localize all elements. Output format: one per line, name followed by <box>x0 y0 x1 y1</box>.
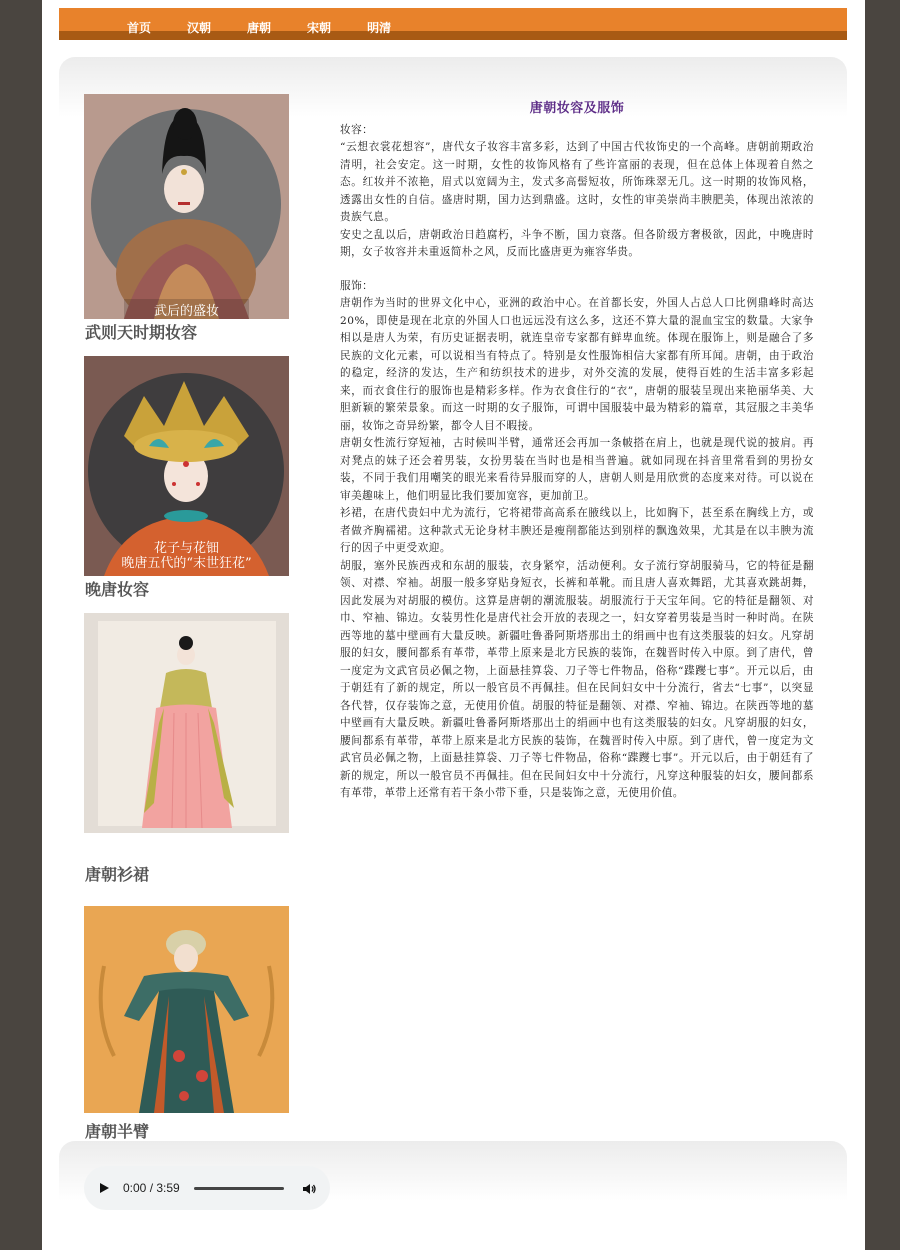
clothing-paragraph-3: 衫裙，在唐代贵妇中尤为流行，它将裙带高高系在腋线以上，比如胸下，甚至系在胸线上方，或者做齐胸襦裙。这种款式无论身材丰腴还是瘦削都能达到别样的飘逸效果，尤其是在以丰腴为流行的因子中更受欢迎。 <box>340 507 814 554</box>
nav-tang[interactable]: 唐朝 <box>247 21 272 35</box>
makeup-label: 妆容： <box>340 123 374 136</box>
article-title: 唐朝妆容及服饰 <box>529 101 625 116</box>
caption-late-tang: 晚唐妆容 <box>85 580 150 599</box>
play-icon[interactable] <box>100 1183 109 1193</box>
overlay-text: 花子与花钿 晚唐五代的“末世狂花” <box>121 541 252 571</box>
clothing-paragraph-4: 胡服，塞外民族西戎和东胡的服装，衣身紧窄，活动便利。女子流行穿胡服骑马，它的特征是翻领、对襟、窄袖。胡服一般多穿贴身短衣，长裤和革靴。而且唐人喜欢舞蹈，尤其喜欢跳胡舞，因此发展为对胡服的模仿。这算是唐朝的潮流服装。胡服流行于天宝年间。它的特征是翻领、对巾、窄袖、锦边。女装男性化是唐代社会开放的表现之一，妇女穿着男装是当时一种时尚。在陕西等地的墓中壁画有大量反映。新疆吐鲁番阿斯塔那出土的绢画中也有这类服装的妇女。凡穿胡服的妇女，腰间都系有革带，革带上原来是北方民族的装饰，在魏晋时传入中原。到了唐代，曾一度定为文武官员必佩之物，上面悬挂算袋、刀子等七件物品，俗称“蹀躞七事”。开元以后，由于朝廷有了新的规定，所以一般官员不再佩挂。但在民间妇女中十分流行，省去“七事”，以突显各代替，仅存装饰之意，无使用价值。胡服的特征是翻领、对襟、窄袖、锦边。在陕西等地的墓中壁画有大量反映。新疆吐鲁番阿斯塔那出土的绢画中也有这类服装的妇女。凡穿胡服的妇女，腰间都系有革带，革带上原来是北方民族的装饰，在魏晋时传入中原。到了唐代，曾一度定为文武官员必佩之物，上面悬挂算袋、刀子等七件物品，俗称“蹀躞七事”。开元以后，由于朝廷有了新的规定，所以一般官员不再佩挂。但在民间妇女中十分流行，凡穿这种服装的妇女，腰间都系有革带，革带上还常有若干条小带下垂，只是装饰之意，无使用价值。 <box>340 559 814 799</box>
gallery-image-banbi <box>84 906 289 1113</box>
nav-han[interactable]: 汉朝 <box>187 21 212 35</box>
clothing-label: 服饰： <box>340 279 374 292</box>
makeup-paragraph-1: “云想衣裳花想容”，唐代女子妆容丰富多彩，达到了中国古代妆饰史的一个高峰。唐朝前期政治清明，社会安定。这一时期，女性的妆饰风格有了些许富丽的表现，但在总体上体现着自然之态。红妆并不浓艳，眉式以宽阔为主，发式多高髻短妆，所饰珠翠无几。这一时期的妆饰风格，透露出女性的自信。盛唐时期，国力达到鼎盛。这时，女性的审美崇尚丰腴肥美，体现出浓浓的贵族气息。 <box>340 141 814 223</box>
page <box>42 0 865 1250</box>
caption-shanqun: 唐朝衫裙 <box>85 865 150 884</box>
volume-icon[interactable] <box>302 1181 316 1195</box>
nav-mingqing[interactable]: 明清 <box>367 21 392 35</box>
audio-player <box>84 1166 330 1210</box>
makeup-paragraph-2: 安史之乱以后，唐朝政治日趋腐朽，斗争不断，国力衰落。但各阶级方奢极欲，因此，中晚唐时期，女子妆容并未重返简朴之风，反而比盛唐更为雍容华贵。 <box>340 228 814 258</box>
nav-home[interactable]: 首页 <box>127 21 152 35</box>
audio-progress-track[interactable] <box>194 1187 284 1190</box>
caption-banbi: 唐朝半臂 <box>85 1122 150 1141</box>
gallery-image-shanqun <box>84 613 289 833</box>
article <box>340 100 814 803</box>
audio-time: 0:00 / 3:59 <box>123 1181 180 1195</box>
nav-song[interactable]: 宋朝 <box>307 21 332 35</box>
clothing-paragraph-1: 唐朝作为当时的世界文化中心，亚洲的政治中心。在首都长安，外国人占总人口比例鼎峰时高达20%，即使是现在北京的外国人口也远远没有这么多，这还不算大量的混血宝宝的数量。大家争相以是唐人为荣，有历史证据表明，就连皇帝专家都有鲜卑血统。体现在服饰上，则是融合了多民族的文化元素，可以说相当有特点了。特别是女性服饰相信大家都有所耳闻。唐朝，由于政治的稳定，经济的发达，生产和纺织技术的进步，对外交流的发展，使得百姓的生活丰富多彩起来，而衣食住行的服饰也是精彩多样。作为衣食住行的“衣”，唐朝的服装呈现出来艳丽华美、大胆新颖的繁荣景象。而这一时期的女子服饰，可谓中国服装中最为精彩的篇章，其冠服之丰美华丽，妆饰之奇异纷繁，都令人目不暇接。 <box>340 297 814 432</box>
clothing-paragraph-2: 唐朝女性流行穿短袖，古时候叫半臂，通常还会再加一条帔搭在肩上，也就是现代说的披肩。再对凳点的妹子还会着男装，女扮男装在当时也是相当普遍。就如同现在抖音里常看到的男扮女装，不同于我们用嘲笑的眼光来看待异服而穿的人，唐朝人则是用欣赏的态度来对待。可以说在审美趣味上，他们明显比我们要加宽容，更加前卫。 <box>340 437 814 502</box>
top-nav <box>59 8 847 40</box>
gallery-image-wuzetian <box>84 94 289 319</box>
caption-wuzetian: 武则天时期妆容 <box>85 323 198 342</box>
gallery-image-late-tang <box>84 356 289 576</box>
overlay-text: 武后的盛妆 <box>153 304 219 319</box>
